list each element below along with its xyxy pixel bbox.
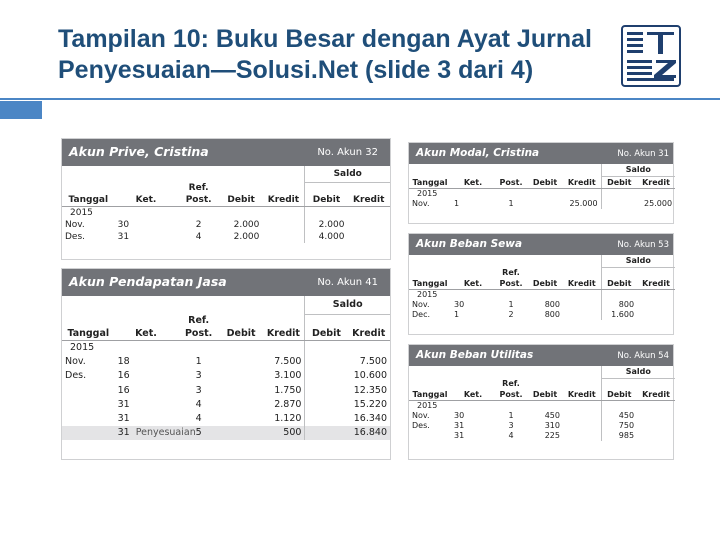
date-day: 30: [117, 220, 130, 230]
tanggal-header: Tanggal: [409, 176, 451, 188]
saldo-kredit-header: Kredit: [347, 194, 390, 207]
saldo-kredit: 25.000: [644, 198, 673, 208]
accent-block: [0, 101, 42, 119]
saldo-debit-header: Debit: [305, 327, 348, 341]
ledger-header-bar: [409, 345, 673, 366]
saldo-debit: 1.600: [601, 310, 637, 320]
saldo-kredit: 16.340: [353, 413, 387, 425]
saldo-debit: 800: [601, 300, 637, 310]
saldo-debit: 985: [601, 431, 637, 441]
ledger-row: [62, 369, 390, 383]
saldo-header: Saldo: [601, 255, 675, 267]
saldo-debit: 2.000: [305, 219, 348, 231]
post-ref: 4: [195, 232, 202, 242]
date-day-and-ket: [451, 310, 495, 320]
ket-header: Ket.: [451, 278, 495, 290]
debit-header: Debit: [220, 327, 263, 341]
post-header: Post.: [495, 278, 527, 290]
tanggal-header: Tanggal: [62, 327, 115, 341]
debit: [220, 384, 263, 398]
ledger-table: [409, 366, 675, 441]
kredit: 1.750: [274, 384, 302, 396]
saldo-debit: [305, 426, 348, 440]
saldo-debit: [305, 412, 348, 426]
kredit-header: Kredit: [262, 327, 305, 341]
ledger-row: [409, 411, 675, 421]
post-ref: 4: [195, 398, 202, 410]
ledger-title: Akun Prive, Cristina: [69, 144, 209, 159]
saldo-header: Saldo: [601, 164, 675, 176]
ledger-title: Akun Beban Sewa: [416, 238, 523, 250]
saldo-debit: 4.000: [305, 231, 348, 243]
title-rule: [0, 98, 720, 100]
post-ref: 2: [508, 310, 514, 319]
account-number: No. Akun 31: [617, 149, 669, 159]
kredit: 2.870: [274, 398, 302, 410]
post-ref: 3: [508, 421, 514, 430]
date-day-and-ket: [451, 431, 495, 441]
debit: [527, 199, 563, 209]
account-number: No. Akun 54: [617, 351, 669, 361]
ledger-row: [62, 412, 390, 426]
kredit-header: Kredit: [262, 194, 305, 207]
account-number: No. Akun 41: [317, 277, 378, 288]
saldo-header: Saldo: [305, 296, 390, 314]
year-cell: 2015: [417, 290, 438, 299]
saldo-kredit-header: Kredit: [637, 278, 675, 290]
date-month: Nov.: [412, 411, 430, 420]
publisher-logo-icon: [620, 24, 682, 88]
post-ref: 1: [508, 411, 514, 420]
debit: [220, 426, 263, 440]
debit: 2.000: [233, 232, 260, 242]
saldo-debit: [305, 355, 348, 369]
debit: 800: [544, 310, 560, 319]
ledger-prive: [61, 138, 391, 260]
ref-header-line1: Ref.: [188, 183, 209, 193]
kredit: [563, 310, 601, 320]
post-ref: 2: [195, 220, 202, 230]
year-cell: 2015: [417, 188, 438, 198]
post-header: Post.: [177, 327, 220, 341]
ledger-title: Akun Pendapatan Jasa: [69, 274, 227, 289]
date-day: 31: [454, 421, 465, 430]
saldo-kredit: [637, 421, 675, 431]
date-month: Des.: [65, 232, 86, 242]
kredit-header: Kredit: [563, 389, 601, 401]
debit: 450: [544, 411, 560, 420]
date-day: 18: [117, 356, 130, 368]
debit: 800: [544, 300, 560, 309]
debit-header: Debit: [220, 194, 263, 207]
ref-header-line1: Ref.: [502, 268, 520, 277]
debit: 2.000: [233, 220, 260, 230]
year-cell: 2015: [70, 342, 95, 354]
saldo-kredit-header: Kredit: [347, 327, 390, 341]
slide-title-line-2: Penyesuaian—Solusi.Net (slide 3 dari 4): [58, 56, 534, 84]
date-month: Nov.: [412, 300, 430, 309]
date-month: [62, 426, 115, 440]
account-number: No. Akun 53: [617, 240, 669, 250]
tanggal-header: Tanggal: [62, 194, 115, 207]
saldo-debit: [601, 199, 637, 209]
saldo-kredit: 16.840: [347, 426, 390, 440]
date-day-and-ket: [115, 369, 178, 383]
date-month: [62, 384, 115, 398]
post-ref: 3: [195, 370, 202, 382]
saldo-kredit: 15.220: [353, 398, 387, 410]
slide-title: [58, 24, 618, 86]
kredit: 7.500: [274, 356, 302, 368]
debit: 310: [544, 421, 560, 430]
kredit: 3.100: [274, 370, 302, 382]
post-header: Post.: [495, 389, 527, 401]
year-row: [409, 401, 675, 412]
date-month: Des.: [412, 421, 430, 430]
date-day-and-ket: [451, 300, 495, 310]
date-day: 31: [117, 398, 130, 410]
ledger-row: [62, 384, 390, 398]
saldo-debit-header: Debit: [601, 389, 637, 401]
ledger-table: [62, 296, 390, 440]
saldo-kredit: 7.500: [359, 356, 387, 368]
year-row: [409, 188, 675, 199]
ledger-beban-sewa: [408, 233, 674, 335]
ledger-title: Akun Beban Utilitas: [416, 349, 534, 361]
saldo-kredit: 10.600: [353, 370, 387, 382]
saldo-debit: 750: [601, 421, 637, 431]
kredit: 25.000: [569, 198, 598, 208]
kredit: 500: [262, 426, 305, 440]
ket-header: Ket.: [451, 389, 495, 401]
ledger-row: [62, 398, 390, 412]
saldo-kredit: [637, 411, 675, 421]
ledger-header-bar: [409, 234, 673, 255]
saldo-header: Saldo: [305, 166, 390, 182]
year-cell: 2015: [70, 208, 93, 218]
date-month: Nov.: [65, 356, 86, 368]
saldo-debit: [305, 398, 348, 412]
post-ref: 1: [195, 356, 202, 368]
debit: [220, 355, 263, 369]
ledger-table: [409, 164, 675, 209]
year-row: [62, 207, 390, 220]
kredit: [563, 421, 601, 431]
ledger-modal: [408, 142, 674, 224]
post-header: Post.: [495, 176, 527, 188]
date-day-and-ket: [115, 384, 178, 398]
post-ref: 4: [508, 431, 514, 440]
ref-header-line1: Ref.: [502, 379, 520, 388]
kredit-header: Kredit: [563, 278, 601, 290]
ledger-table: [62, 166, 390, 243]
ledger-header-bar: [409, 143, 673, 164]
ledger-row: [62, 231, 390, 243]
date-day: 30: [454, 411, 465, 420]
saldo-debit: [305, 369, 348, 383]
date-day-and-ket: [115, 219, 178, 231]
ledger-row: [409, 421, 675, 431]
post-ref: 3: [195, 384, 202, 396]
date-day: 31: [117, 427, 130, 439]
ledger-header-bar: [62, 269, 390, 296]
post-ref: 1: [508, 300, 514, 309]
date-day: 16: [117, 384, 130, 396]
date-day: 1: [454, 310, 460, 319]
ledger-row: [409, 199, 675, 209]
ledger-row: [62, 219, 390, 231]
date-day: 31: [117, 232, 130, 242]
saldo-kredit-header: Kredit: [637, 176, 675, 188]
post-header: Post.: [177, 194, 220, 207]
ledger-header-bar: [62, 139, 390, 166]
kredit: [563, 300, 601, 310]
debit: [220, 398, 263, 412]
saldo-header: Saldo: [601, 366, 675, 378]
year-cell: 2015: [417, 401, 438, 410]
debit: [220, 369, 263, 383]
date-month: Nov.: [65, 220, 85, 230]
date-day-and-ket: [451, 421, 495, 431]
date-day: 30: [454, 300, 465, 309]
saldo-kredit: [347, 219, 390, 231]
date-day-and-ket: [115, 355, 178, 369]
date-day-and-ket: [451, 199, 495, 209]
kredit: [262, 231, 305, 243]
date-month: Dec.: [412, 310, 431, 319]
ledger-beban-utilitas: [408, 344, 674, 460]
ket-header: Ket.: [115, 194, 178, 207]
date-month: [62, 398, 115, 412]
ledger-row: [62, 355, 390, 369]
account-number: No. Akun 32: [317, 147, 378, 158]
ket: Penyesuaian: [135, 427, 196, 439]
saldo-debit: [305, 384, 348, 398]
ledger-row: [409, 300, 675, 310]
post-ref: 4: [195, 413, 202, 425]
date-day: 1: [454, 198, 460, 208]
saldo-kredit-header: Kredit: [637, 389, 675, 401]
date-day: 16: [117, 370, 130, 382]
debit-header: Debit: [527, 278, 563, 290]
ledger-table: [409, 255, 675, 320]
saldo-kredit: [637, 300, 675, 310]
debit: 225: [544, 431, 560, 440]
saldo-debit-header: Debit: [601, 176, 637, 188]
saldo-kredit: 12.350: [353, 384, 387, 396]
date-day: 31: [117, 413, 130, 425]
saldo-debit: 450: [601, 411, 637, 421]
date-day: 31: [454, 431, 465, 440]
kredit: [563, 411, 601, 421]
date-month: Des.: [65, 370, 87, 382]
debit-header: Debit: [527, 389, 563, 401]
kredit-header: Kredit: [563, 176, 601, 188]
ket-header: Ket.: [451, 176, 495, 188]
kredit: [262, 219, 305, 231]
kredit: [563, 431, 601, 441]
date-day-and-ket: [451, 411, 495, 421]
date-day-and-ket: [115, 231, 178, 243]
date-month: [62, 412, 115, 426]
date-day-and-ket: [115, 398, 178, 412]
year-row: [409, 290, 675, 301]
saldo-kredit: [637, 431, 675, 441]
ledger-row: [62, 426, 390, 440]
date-day-and-ket: [115, 426, 196, 440]
slide-title-line-1: Tampilan 10: Buku Besar dengan Ayat Jurnal: [58, 25, 592, 53]
ledger-row: [409, 431, 675, 441]
kredit: 1.120: [274, 413, 302, 425]
saldo-kredit: [347, 231, 390, 243]
debit: [220, 412, 263, 426]
post-ref: 5: [177, 426, 220, 440]
post-ref: 1: [508, 198, 514, 208]
debit-header: Debit: [527, 176, 563, 188]
year-row: [62, 341, 390, 356]
saldo-kredit: [637, 310, 675, 320]
date-day-and-ket: [115, 412, 178, 426]
date-month: [409, 431, 451, 441]
saldo-debit-header: Debit: [305, 194, 348, 207]
ledger-row: [409, 310, 675, 320]
ref-header-line1: Ref.: [188, 315, 210, 326]
date-month: Nov.: [412, 198, 430, 208]
ledger-pendapatan-jasa: [61, 268, 391, 460]
tanggal-header: Tanggal: [409, 278, 451, 290]
saldo-debit-header: Debit: [601, 278, 637, 290]
tanggal-header: Tanggal: [409, 389, 451, 401]
ket-header: Ket.: [115, 327, 178, 341]
ledger-title: Akun Modal, Cristina: [416, 147, 540, 159]
